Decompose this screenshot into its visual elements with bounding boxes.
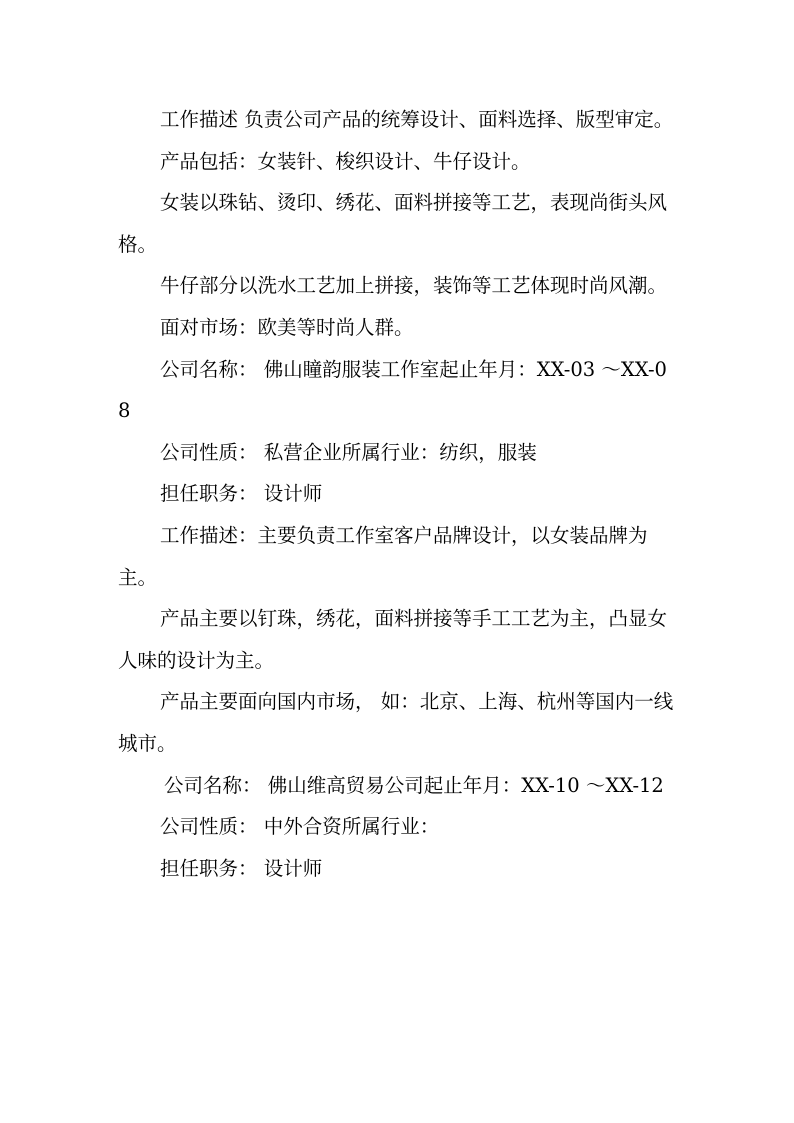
- paragraph-products-1: 产品包括：女装针、梭织设计、牛仔设计。: [160, 149, 531, 173]
- paragraph-target-market-2: 产品主要面向国内市场， 如：北京、上海、杭州等国内一线城市。: [118, 690, 674, 755]
- paragraph-products-2: 产品主要以钉珠，绣花，面料拼接等手工工艺为主，凸显女人味的设计为主。: [118, 607, 668, 672]
- document-body: [118, 99, 678, 889]
- paragraph-company-type-1: 公司性质： 私营企业所属行业：纺织，服装: [160, 440, 537, 464]
- paragraph-position-2: 担任职务： 设计师: [160, 856, 323, 880]
- paragraph-denim-craft: 牛仔部分以洗水工艺加上拼接，装饰等工艺体现时尚风潮。: [160, 274, 668, 298]
- paragraph-womenswear-craft: 女装以珠钻、烫印、绣花、面料拼接等工艺，表现尚街头风格。: [118, 191, 668, 256]
- paragraph-job-description-1: 工作描述 负责公司产品的统筹设计、面料选择、版型审定。: [160, 108, 674, 131]
- paragraph-job-description-2: 工作描述：主要负责工作室客户品牌设计，以女装品牌为主。: [118, 523, 648, 589]
- paragraph-company-type-2: 公司性质： 中外合资所属行业：: [160, 815, 440, 839]
- paragraph-target-market-1: 面对市场：欧美等时尚人群。: [160, 315, 414, 339]
- paragraph-company-name-2: 公司名称： 佛山维高贸易公司起止年月：XX-10 ～XX-12: [164, 773, 664, 797]
- paragraph-position-1: 担任职务： 设计师: [160, 482, 323, 506]
- paragraph-company-name-1: 公司名称： 佛山瞳韵服装工作室起止年月：XX-03 ～XX-08: [118, 357, 667, 423]
